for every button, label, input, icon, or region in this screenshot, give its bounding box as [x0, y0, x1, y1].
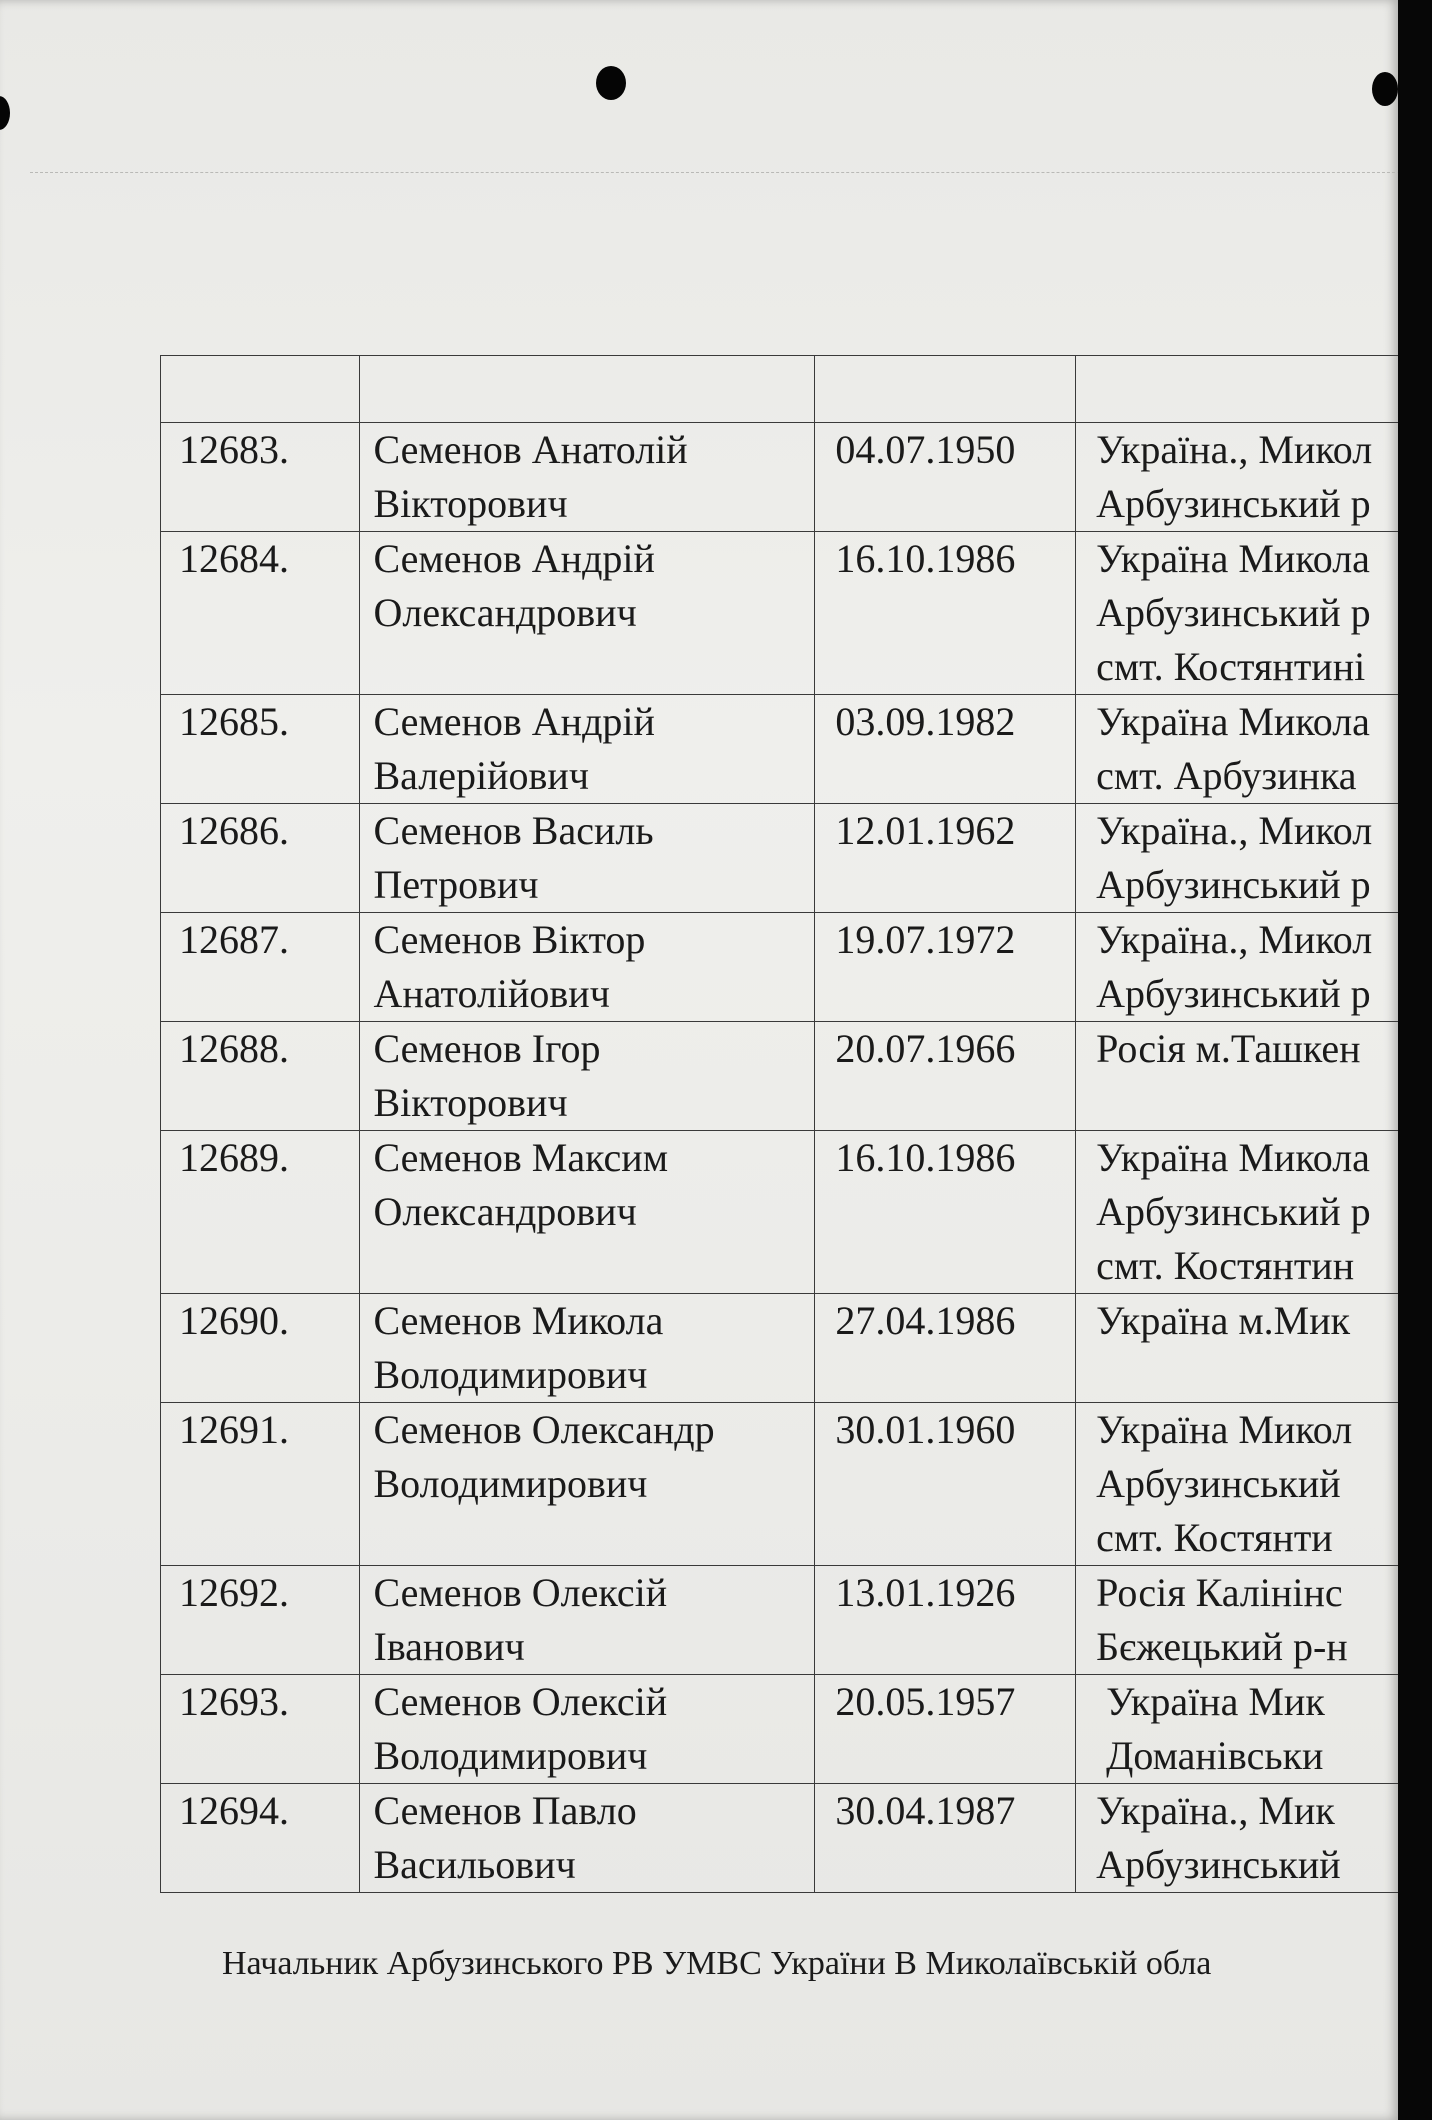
birth-place [1076, 1022, 1400, 1131]
person-name [359, 1294, 815, 1403]
birth-place-line: смт. Костянтин [1096, 1243, 1355, 1288]
record-number: 12689. [161, 1131, 360, 1294]
person-name [359, 1131, 815, 1294]
person-name-line: Семенов Микола [373, 1298, 664, 1343]
person-name-line: Олександрович [373, 590, 637, 635]
punch-hole-top [596, 66, 626, 100]
birth-place-line: Україна Мик [1096, 1679, 1325, 1724]
table-row [161, 1131, 1401, 1294]
record-number: 12688. [161, 1022, 360, 1131]
table-row [161, 532, 1401, 695]
person-name [359, 1566, 815, 1675]
record-number: 12694. [161, 1784, 360, 1893]
birth-place [1076, 1675, 1400, 1784]
birth-place-line: Арбузинський р [1096, 590, 1371, 635]
birth-place-line: Росія м.Ташкен [1096, 1026, 1361, 1071]
table-row [161, 695, 1401, 804]
birth-place-line: Росія Калінінс [1096, 1570, 1343, 1615]
record-number: 12686. [161, 804, 360, 913]
records-table [160, 355, 1400, 1893]
birth-date: 16.10.1986 [815, 532, 1076, 695]
person-name-line: Олександрович [373, 1189, 637, 1234]
table-row [161, 804, 1401, 913]
person-name-line: Іванович [373, 1624, 525, 1669]
person-name [359, 1022, 815, 1131]
person-name-line: Анатолійович [373, 971, 610, 1016]
birth-place-line: Арбузинський р [1096, 1189, 1371, 1234]
person-name-line: Семенов Павло [373, 1788, 637, 1833]
table-row [161, 1784, 1401, 1893]
birth-place-line: Доманівськи [1096, 1733, 1324, 1778]
birth-place-line: Арбузинський р [1096, 971, 1371, 1016]
table-row [161, 913, 1401, 1022]
birth-date: 03.09.1982 [815, 695, 1076, 804]
birth-place-line: Арбузинський [1096, 1842, 1341, 1887]
person-name-line: Семенов Андрій [373, 536, 655, 581]
punch-hole-left [0, 96, 10, 130]
person-name [359, 804, 815, 913]
birth-place-line: Україна., Мик [1096, 1788, 1335, 1833]
table-row [161, 1294, 1401, 1403]
table-row [161, 1022, 1401, 1131]
birth-place-line: Україна м.Мик [1096, 1298, 1351, 1343]
birth-place [1076, 1131, 1400, 1294]
table-header-row [161, 356, 1401, 423]
birth-place-line: Україна Микола [1096, 536, 1370, 581]
header-cell [359, 356, 815, 423]
birth-date: 27.04.1986 [815, 1294, 1076, 1403]
birth-place [1076, 1294, 1400, 1403]
record-number: 12684. [161, 532, 360, 695]
person-name-line: Петрович [373, 862, 539, 907]
birth-place-line: смт. Арбузинка [1096, 753, 1357, 798]
table-row [161, 1403, 1401, 1566]
table-row [161, 423, 1401, 532]
person-name [359, 913, 815, 1022]
person-name-line: Валерійович [373, 753, 589, 798]
birth-date: 20.07.1966 [815, 1022, 1076, 1131]
birth-place-line: Бєжецький р-н [1096, 1624, 1348, 1669]
person-name-line: Вікторович [373, 481, 568, 526]
birth-place-line: Арбузинський р [1096, 481, 1371, 526]
header-cell [815, 356, 1076, 423]
footer-signature-line: Начальник Арбузинського РВ УМВС України В Миколаївській обла [222, 1945, 1212, 1982]
birth-date: 30.04.1987 [815, 1784, 1076, 1893]
person-name-line: Володимирович [373, 1733, 648, 1778]
person-name [359, 695, 815, 804]
birth-place [1076, 532, 1400, 695]
person-name [359, 423, 815, 532]
record-number: 12683. [161, 423, 360, 532]
person-name-line: Семенов Олександр [373, 1407, 715, 1452]
record-number: 12692. [161, 1566, 360, 1675]
header-cell [1076, 356, 1400, 423]
birth-place-line: Арбузинський р [1096, 862, 1371, 907]
scan-edge-footer [1398, 1900, 1432, 2020]
birth-place [1076, 423, 1400, 532]
person-name-line: Васильович [373, 1842, 576, 1887]
birth-date: 19.07.1972 [815, 913, 1076, 1022]
birth-date: 16.10.1986 [815, 1131, 1076, 1294]
birth-place-line: смт. Костянтині [1096, 644, 1366, 689]
birth-place [1076, 1403, 1400, 1566]
record-number: 12687. [161, 913, 360, 1022]
person-name [359, 1784, 815, 1893]
birth-place [1076, 913, 1400, 1022]
record-number: 12691. [161, 1403, 360, 1566]
person-name-line: Семенов Олексій [373, 1679, 668, 1724]
table-row [161, 1566, 1401, 1675]
person-name-line: Семенов Анатолій [373, 427, 688, 472]
birth-place-line: Арбузинський [1096, 1461, 1341, 1506]
birth-date: 04.07.1950 [815, 423, 1076, 532]
birth-date: 30.01.1960 [815, 1403, 1076, 1566]
table-row [161, 1675, 1401, 1784]
person-name [359, 1403, 815, 1566]
record-number: 12690. [161, 1294, 360, 1403]
scan-edge [1398, 0, 1432, 2120]
birth-place [1076, 1784, 1400, 1893]
birth-date: 12.01.1962 [815, 804, 1076, 913]
person-name-line: Семенов Ігор [373, 1026, 601, 1071]
birth-place [1076, 804, 1400, 913]
birth-place-line: Україна., Микол [1096, 808, 1373, 853]
record-number: 12685. [161, 695, 360, 804]
fold-line [30, 172, 1400, 173]
person-name-line: Володимирович [373, 1461, 648, 1506]
birth-place-line: Україна Микола [1096, 1135, 1370, 1180]
person-name-line: Семенов Олексій [373, 1570, 668, 1615]
birth-place [1076, 1566, 1400, 1675]
birth-date: 13.01.1926 [815, 1566, 1076, 1675]
person-name [359, 532, 815, 695]
birth-place-line: смт. Костянти [1096, 1515, 1333, 1560]
person-name-line: Семенов Андрій [373, 699, 655, 744]
header-cell [161, 356, 360, 423]
person-name-line: Семенов Максим [373, 1135, 669, 1180]
birth-place-line: Україна., Микол [1096, 917, 1373, 962]
person-name-line: Семенов Василь [373, 808, 654, 853]
birth-place [1076, 695, 1400, 804]
birth-date: 20.05.1957 [815, 1675, 1076, 1784]
punch-hole-right [1372, 72, 1398, 106]
person-name-line: Семенов Віктор [373, 917, 646, 962]
birth-place-line: Україна., Микол [1096, 427, 1373, 472]
person-name-line: Володимирович [373, 1352, 648, 1397]
record-number: 12693. [161, 1675, 360, 1784]
birth-place-line: Україна Микол [1096, 1407, 1353, 1452]
person-name [359, 1675, 815, 1784]
person-name-line: Вікторович [373, 1080, 568, 1125]
birth-place-line: Україна Микола [1096, 699, 1370, 744]
